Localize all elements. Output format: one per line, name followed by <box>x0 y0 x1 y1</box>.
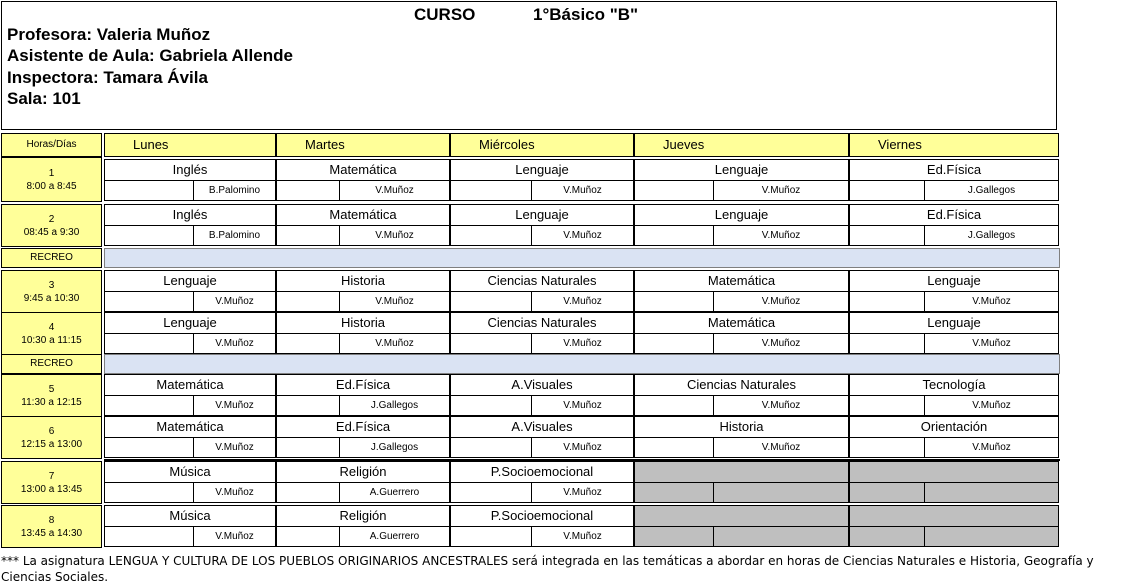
slot-number: 2 <box>48 213 55 225</box>
teacher-blank <box>104 225 194 246</box>
subject-cell: Música <box>104 461 276 483</box>
teacher-cell: J.Gallegos <box>924 180 1059 201</box>
subject-cell: Ed.Física <box>276 374 450 396</box>
teacher-blank <box>450 526 532 547</box>
subject-cell: Ciencias Naturales <box>450 312 634 334</box>
teacher-cell: V.Muñoz <box>713 225 849 246</box>
teacher-blank <box>104 482 194 503</box>
teacher-blank <box>104 526 194 547</box>
slot-time: 9:45 a 10:30 <box>23 292 80 304</box>
recess-label: RECREO <box>1 248 102 268</box>
subject-cell: Ciencias Naturales <box>450 270 634 292</box>
teacher-blank <box>450 482 532 503</box>
teacher-blank <box>276 482 340 503</box>
day-header-3: Jueves <box>634 133 849 157</box>
slot-number: 7 <box>48 470 55 482</box>
teacher-blank <box>634 180 714 201</box>
teacher-blank <box>276 291 340 312</box>
empty-slot <box>849 482 925 503</box>
teacher-blank <box>450 333 532 354</box>
empty-slot <box>634 505 849 527</box>
teacher-cell: V.Muñoz <box>531 437 634 458</box>
teacher-cell: V.Muñoz <box>193 482 276 503</box>
teacher-blank <box>849 180 925 201</box>
subject-cell: Matemática <box>634 312 849 334</box>
period-divider <box>104 459 1060 461</box>
teacher-cell: V.Muñoz <box>531 225 634 246</box>
subject-cell: Matemática <box>276 159 450 181</box>
recess-label: RECREO <box>1 354 102 374</box>
day-header-1: Martes <box>276 133 450 157</box>
teacher-blank <box>849 437 925 458</box>
slot-time: 8:00 a 8:45 <box>26 180 77 192</box>
course-header <box>1 1 1057 130</box>
corner-header: Horas/Días <box>1 133 102 157</box>
footer-note: *** La asignatura LENGUA Y CULTURA DE LOS PUEBLOS ORIGINARIOS ANCESTRALES será integrada en las temáticas a abordar en horas de Ciencias Naturales e Historia, Geografía y Ciencias Sociales. <box>1 554 1094 584</box>
teacher-blank <box>849 333 925 354</box>
teacher-blank <box>450 395 532 416</box>
slot-time: 11:30 a 12:15 <box>21 396 82 408</box>
teacher-blank <box>849 395 925 416</box>
subject-cell: Lenguaje <box>450 159 634 181</box>
teacher-blank <box>104 291 194 312</box>
slot-time: 08:45 a 9:30 <box>23 226 80 238</box>
empty-slot <box>713 482 849 503</box>
teacher-cell: V.Muñoz <box>531 526 634 547</box>
subject-cell: Lenguaje <box>104 270 276 292</box>
teacher-cell: A.Guerrero <box>339 526 450 547</box>
subject-cell: Lenguaje <box>104 312 276 334</box>
recess-bar <box>104 248 1060 268</box>
subject-cell: Matemática <box>276 204 450 226</box>
teacher-blank <box>849 225 925 246</box>
teacher-cell: V.Muñoz <box>713 395 849 416</box>
teacher-cell: V.Muñoz <box>531 291 634 312</box>
teacher-cell: V.Muñoz <box>713 291 849 312</box>
slot-time: 12:15 a 13:00 <box>20 438 83 450</box>
teacher-blank <box>634 291 714 312</box>
teacher-blank <box>634 225 714 246</box>
teacher-cell: V.Muñoz <box>531 180 634 201</box>
teacher-blank <box>104 437 194 458</box>
teacher-cell: V.Muñoz <box>339 225 450 246</box>
subject-cell: Ed.Física <box>276 416 450 438</box>
slot-number: 3 <box>48 279 55 291</box>
teacher-blank <box>276 333 340 354</box>
empty-slot <box>849 526 925 547</box>
room-line: Sala: 101 <box>7 89 81 108</box>
teacher-blank <box>450 180 532 201</box>
teacher-line: Profesora: Valeria Muñoz <box>7 25 211 44</box>
teacher-cell: V.Muñoz <box>531 395 634 416</box>
time-slot <box>1 204 102 247</box>
teacher-cell: V.Muñoz <box>193 526 276 547</box>
teacher-cell: V.Muñoz <box>339 333 450 354</box>
subject-cell: P.Socioemocional <box>450 461 634 483</box>
slot-number: 4 <box>48 321 55 333</box>
slot-number: 6 <box>48 425 55 437</box>
teacher-cell: V.Muñoz <box>339 291 450 312</box>
subject-cell: Inglés <box>104 204 276 226</box>
teacher-cell: B.Palomino <box>193 225 276 246</box>
time-slot <box>1 157 102 202</box>
empty-slot <box>924 526 1059 547</box>
teacher-blank <box>276 437 340 458</box>
day-header-4: Viernes <box>849 133 1059 157</box>
empty-slot <box>849 461 1059 483</box>
teacher-cell: A.Guerrero <box>339 482 450 503</box>
subject-cell: P.Socioemocional <box>450 505 634 527</box>
inspector-line: Inspectora: Tamara Ávila <box>7 68 208 87</box>
teacher-cell: V.Muñoz <box>924 395 1059 416</box>
teacher-cell: V.Muñoz <box>193 437 276 458</box>
teacher-blank <box>104 333 194 354</box>
subject-cell: Lenguaje <box>634 204 849 226</box>
subject-cell: Lenguaje <box>450 204 634 226</box>
subject-cell: Tecnología <box>849 374 1059 396</box>
day-header-2: Miércoles <box>450 133 634 157</box>
subject-cell: Música <box>104 505 276 527</box>
teacher-cell: V.Muñoz <box>924 333 1059 354</box>
teacher-cell: V.Muñoz <box>713 437 849 458</box>
teacher-cell: V.Muñoz <box>924 291 1059 312</box>
empty-slot <box>713 526 849 547</box>
subject-cell: A.Visuales <box>450 374 634 396</box>
teacher-blank <box>450 225 532 246</box>
teacher-blank <box>634 437 714 458</box>
slot-time: 10:30 a 11:15 <box>21 334 82 346</box>
subject-cell: Matemática <box>104 416 276 438</box>
day-header-0: Lunes <box>104 133 276 157</box>
subject-cell: Matemática <box>104 374 276 396</box>
teacher-cell: V.Muñoz <box>531 333 634 354</box>
time-slot <box>1 461 102 504</box>
assistant-line: Asistente de Aula: Gabriela Allende <box>7 46 293 65</box>
subject-cell: Ciencias Naturales <box>634 374 849 396</box>
subject-cell: Ed.Física <box>849 204 1059 226</box>
teacher-blank <box>450 291 532 312</box>
teacher-cell: V.Muñoz <box>193 333 276 354</box>
teacher-cell: J.Gallegos <box>339 437 450 458</box>
subject-cell: Historia <box>276 312 450 334</box>
slot-number: 5 <box>48 383 55 395</box>
time-slot <box>1 312 102 355</box>
teacher-blank <box>276 180 340 201</box>
empty-slot <box>849 505 1059 527</box>
empty-slot <box>634 461 849 483</box>
slot-time: 13:00 a 13:45 <box>20 483 83 495</box>
teacher-cell: V.Muñoz <box>531 482 634 503</box>
time-slot <box>1 374 102 417</box>
teacher-cell: J.Gallegos <box>339 395 450 416</box>
teacher-blank <box>276 225 340 246</box>
teacher-blank <box>276 395 340 416</box>
subject-cell: Ed.Física <box>849 159 1059 181</box>
slot-number: 8 <box>48 514 55 526</box>
teacher-cell: V.Muñoz <box>339 180 450 201</box>
teacher-blank <box>849 291 925 312</box>
empty-slot <box>924 482 1059 503</box>
empty-slot <box>634 526 714 547</box>
teacher-cell: B.Palomino <box>193 180 276 201</box>
subject-cell: Lenguaje <box>849 270 1059 292</box>
teacher-cell: V.Muñoz <box>713 180 849 201</box>
teacher-cell: V.Muñoz <box>193 395 276 416</box>
teacher-cell: J.Gallegos <box>924 225 1059 246</box>
time-slot <box>1 416 102 459</box>
time-slot <box>1 270 102 313</box>
slot-number: 1 <box>48 167 55 179</box>
teacher-cell: V.Muñoz <box>193 291 276 312</box>
subject-cell: Religión <box>276 461 450 483</box>
course-value: 1°Básico "B" <box>533 5 639 24</box>
teacher-blank <box>450 437 532 458</box>
teacher-blank <box>634 395 714 416</box>
subject-cell: A.Visuales <box>450 416 634 438</box>
time-slot <box>1 505 102 548</box>
subject-cell: Lenguaje <box>634 159 849 181</box>
recess-bar <box>104 354 1060 374</box>
teacher-blank <box>276 526 340 547</box>
subject-cell: Religión <box>276 505 450 527</box>
subject-cell: Historia <box>634 416 849 438</box>
subject-cell: Lenguaje <box>849 312 1059 334</box>
slot-time: 13:45 a 14:30 <box>20 527 83 539</box>
teacher-cell: V.Muñoz <box>713 333 849 354</box>
empty-slot <box>634 482 714 503</box>
teacher-blank <box>104 395 194 416</box>
course-label: CURSO <box>414 5 476 24</box>
subject-cell: Inglés <box>104 159 276 181</box>
teacher-blank <box>634 333 714 354</box>
subject-cell: Orientación <box>849 416 1059 438</box>
teacher-blank <box>104 180 194 201</box>
subject-cell: Matemática <box>634 270 849 292</box>
teacher-cell: V.Muñoz <box>924 437 1059 458</box>
subject-cell: Historia <box>276 270 450 292</box>
